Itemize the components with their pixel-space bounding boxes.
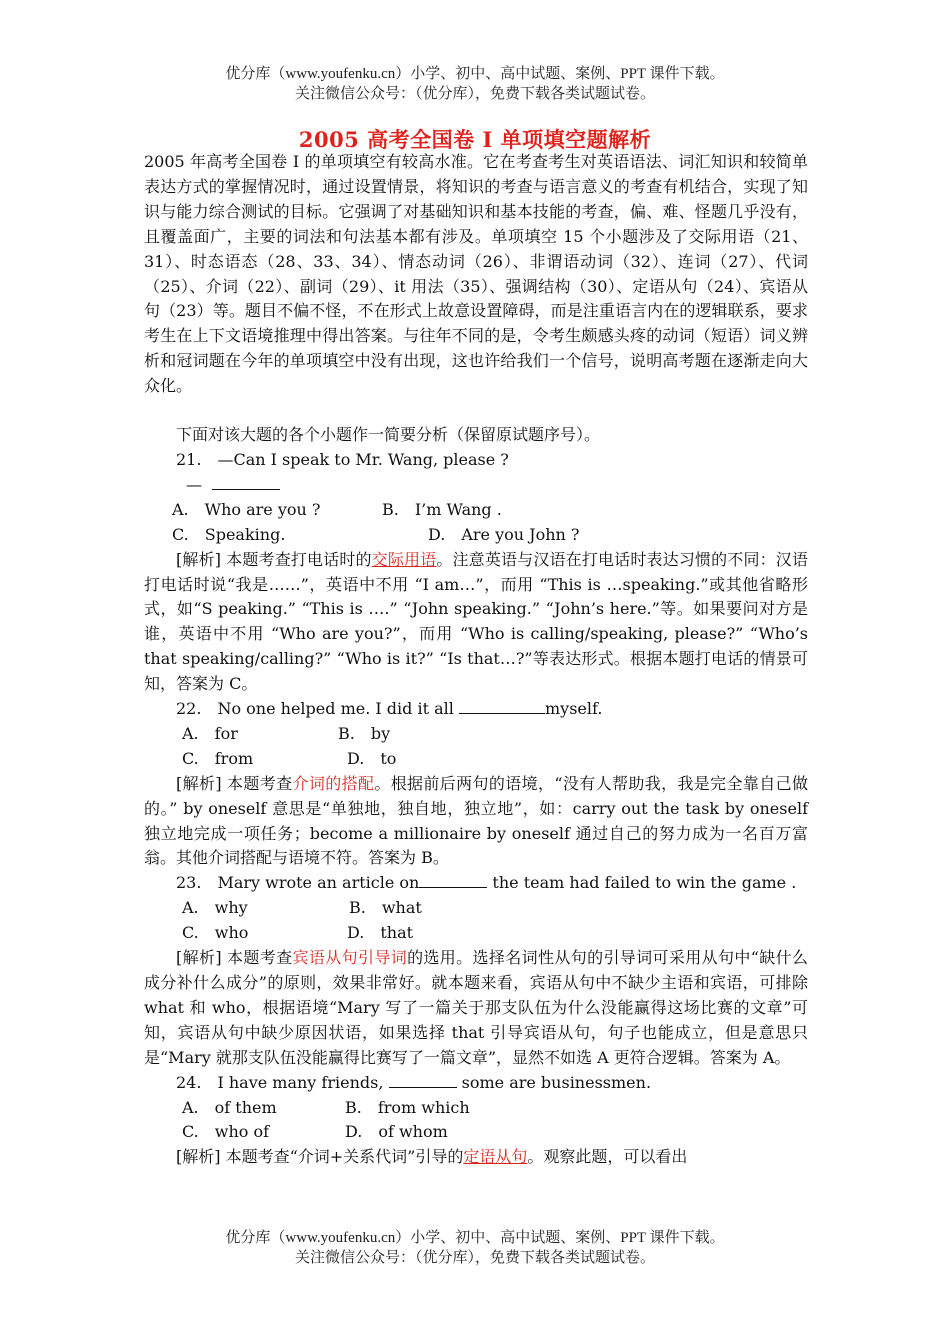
q23-options-cd [144,921,808,946]
page-footer [0,1228,950,1268]
q22-analysis: [解析] 本题考查介词的搭配。根据前后两句的语境，“没有人帮助我，我是完全靠自己做的。” by oneself 意思是“单独地，独自地，独立地”，如：carry out the task by oneself 独立地完成一项任务；become a millionaire by oneself 通过自己的努力成为一名百万富翁。其他介词搭配与语境不符。答案为 B。 [144,773,808,868]
footer-line-1: 优分库（www.youfenku.cn）小学、初中、高中试题、案例、PPT 课件下载。 [225,1230,725,1246]
q21-analysis: [解析] 本题考查打电话时的交际用语。注意英语与汉语在打电话时表达习惯的不同：汉语打电话时说“我是……”，英语中不用 “I am…”，而用 “This is …speaking.”或其他省略形式，如“S peaking.” “This is ….” “John speaking.” “John’s here.”等。如果要问对方是谁，英语中不用 “Who are you?”，而用 “Who is calling/speaking, please?” “Who’s that speaking/calling?” “Who is it?” “Is that…?”等表达形式。根据本题打电话的情景可知，答案为 C。 [144,549,808,694]
intro-paragraph: 2005 年高考全国卷 I 的单项填空有较高水准。它在考查考生对英语语法、词汇知识和较简单表达方式的掌握情况时，通过设置情景，将知识的考查与语言意义的考查有机结合，实现了知识与能力综合测试的目标。它强调了对基础知识和基本技能的考查，偏、难、怪题几乎没有，且覆盖面广，主要的词法和句法基本都有涉及。单项填空 15 个小题涉及了交际用语（21、31）、时态语态（28、33、34）、情态动词（26）、非谓语动词（32）、连词（27）、代词（25）、介词（22）、副词（29）、it 用法（35）、强调结构（30）、定语从句（24）、宾语从句（23）等。题目不偏不怪，不在形式上故意设置障碍，而是注重语言内在的逻辑联系，要求考生在上下文语境推理中得出答案。与往年不同的是，令考生颇感头疼的动词（短语）词义辨析和冠词题在今年的单项填空中没有出现，这也许给我们一个信号，说明高考题在逐渐走向大众化。 [144,152,808,396]
q24-keyword: 定语从句 [463,1147,528,1167]
page-title: 2005 高考全国卷 I 单项填空题解析 [298,127,652,152]
q24-option-b: B. from which [345,1097,470,1117]
q22-options-cd [144,747,808,772]
lead-paragraph: 下面对该大题的各个小题作一简要分析（保留原试题序号）。 [176,425,601,445]
question-23 [144,871,808,1070]
q23-option-c: C. who [182,923,249,943]
q24-options-cd [144,1120,808,1145]
q21-option-d: D. Are you John ? [428,524,580,544]
q22-keyword: 介词的搭配 [292,773,375,793]
q24-options-ab [144,1096,808,1121]
q22-option-b: B. by [338,723,391,743]
page-header [0,64,950,104]
q24-option-d: D. of whom [345,1122,448,1142]
q21-stem: 21. —Can I speak to Mr. Wang, please ? [176,449,509,469]
header-line-2: 关注微信公众号：（优分库），免费下载各类试题试卷。 [294,86,655,102]
q21-option-b: B. I’m Wang . [382,499,502,519]
q21-keyword: 交际用语 [371,549,437,569]
q23-option-d: D. that [347,923,414,943]
article-body [144,150,808,1170]
header-line-1: 优分库（www.youfenku.cn）小学、初中、高中试题、案例、PPT 课件下载。 [225,66,725,82]
q22-stem: 22. No one helped me. I did it all myself. [176,699,603,719]
q22-option-a: A. for [182,723,238,743]
q24-analysis: [解析] 本题考查“介词+关系代词”引导的定语从句。观察此题，可以看出 [176,1147,688,1167]
q21-options-ab [144,498,808,523]
footer-line-2: 关注微信公众号：（优分库），免费下载各类试题试卷。 [294,1250,655,1266]
question-21 [144,448,808,697]
q22-option-c: C. from [182,748,254,768]
q23-stem: 23. Mary wrote an article on the team had failed to win the game . [176,873,797,893]
q23-option-b: B. what [349,898,422,918]
question-24 [144,1071,808,1171]
q23-options-ab [144,896,808,921]
q22-option-d: D. to [347,748,397,768]
q22-options-ab [144,722,808,747]
q23-option-a: A. why [182,898,248,918]
q23-keyword: 宾语从句引导词 [292,948,408,968]
q23-analysis: [解析] 本题考查宾语从句引导词的选用。选择名词性从句的引导词可采用从句中“缺什么成分补什么成分”的原则，效果非常好。就本题来看，宾语从句中不缺少主语和宾语，可排除 what 和 who，根据语境“Mary 写了一篇关于那支队伍为什么没能赢得这场比赛的文章”可知，宾语从句中缺少原因状语，如果选择 that 引导宾语从句，句子也能成立，但是意思只是“Mary 就那支队伍没能赢得比赛写了一篇文章”，显然不如选 A 更符合逻辑。答案为 A。 [144,948,808,1067]
q24-option-a: A. of them [182,1097,277,1117]
q24-stem: 24. I have many friends, some are businessmen. [176,1072,652,1092]
q24-option-c: C. who of [182,1122,270,1142]
q21-blank [212,473,280,490]
question-22 [144,697,808,871]
q21-option-c: C. Speaking. [172,524,286,544]
q21-reply: — [144,473,808,498]
q21-option-a: A. Who are you ? [172,499,321,519]
q21-options-cd [144,523,808,548]
